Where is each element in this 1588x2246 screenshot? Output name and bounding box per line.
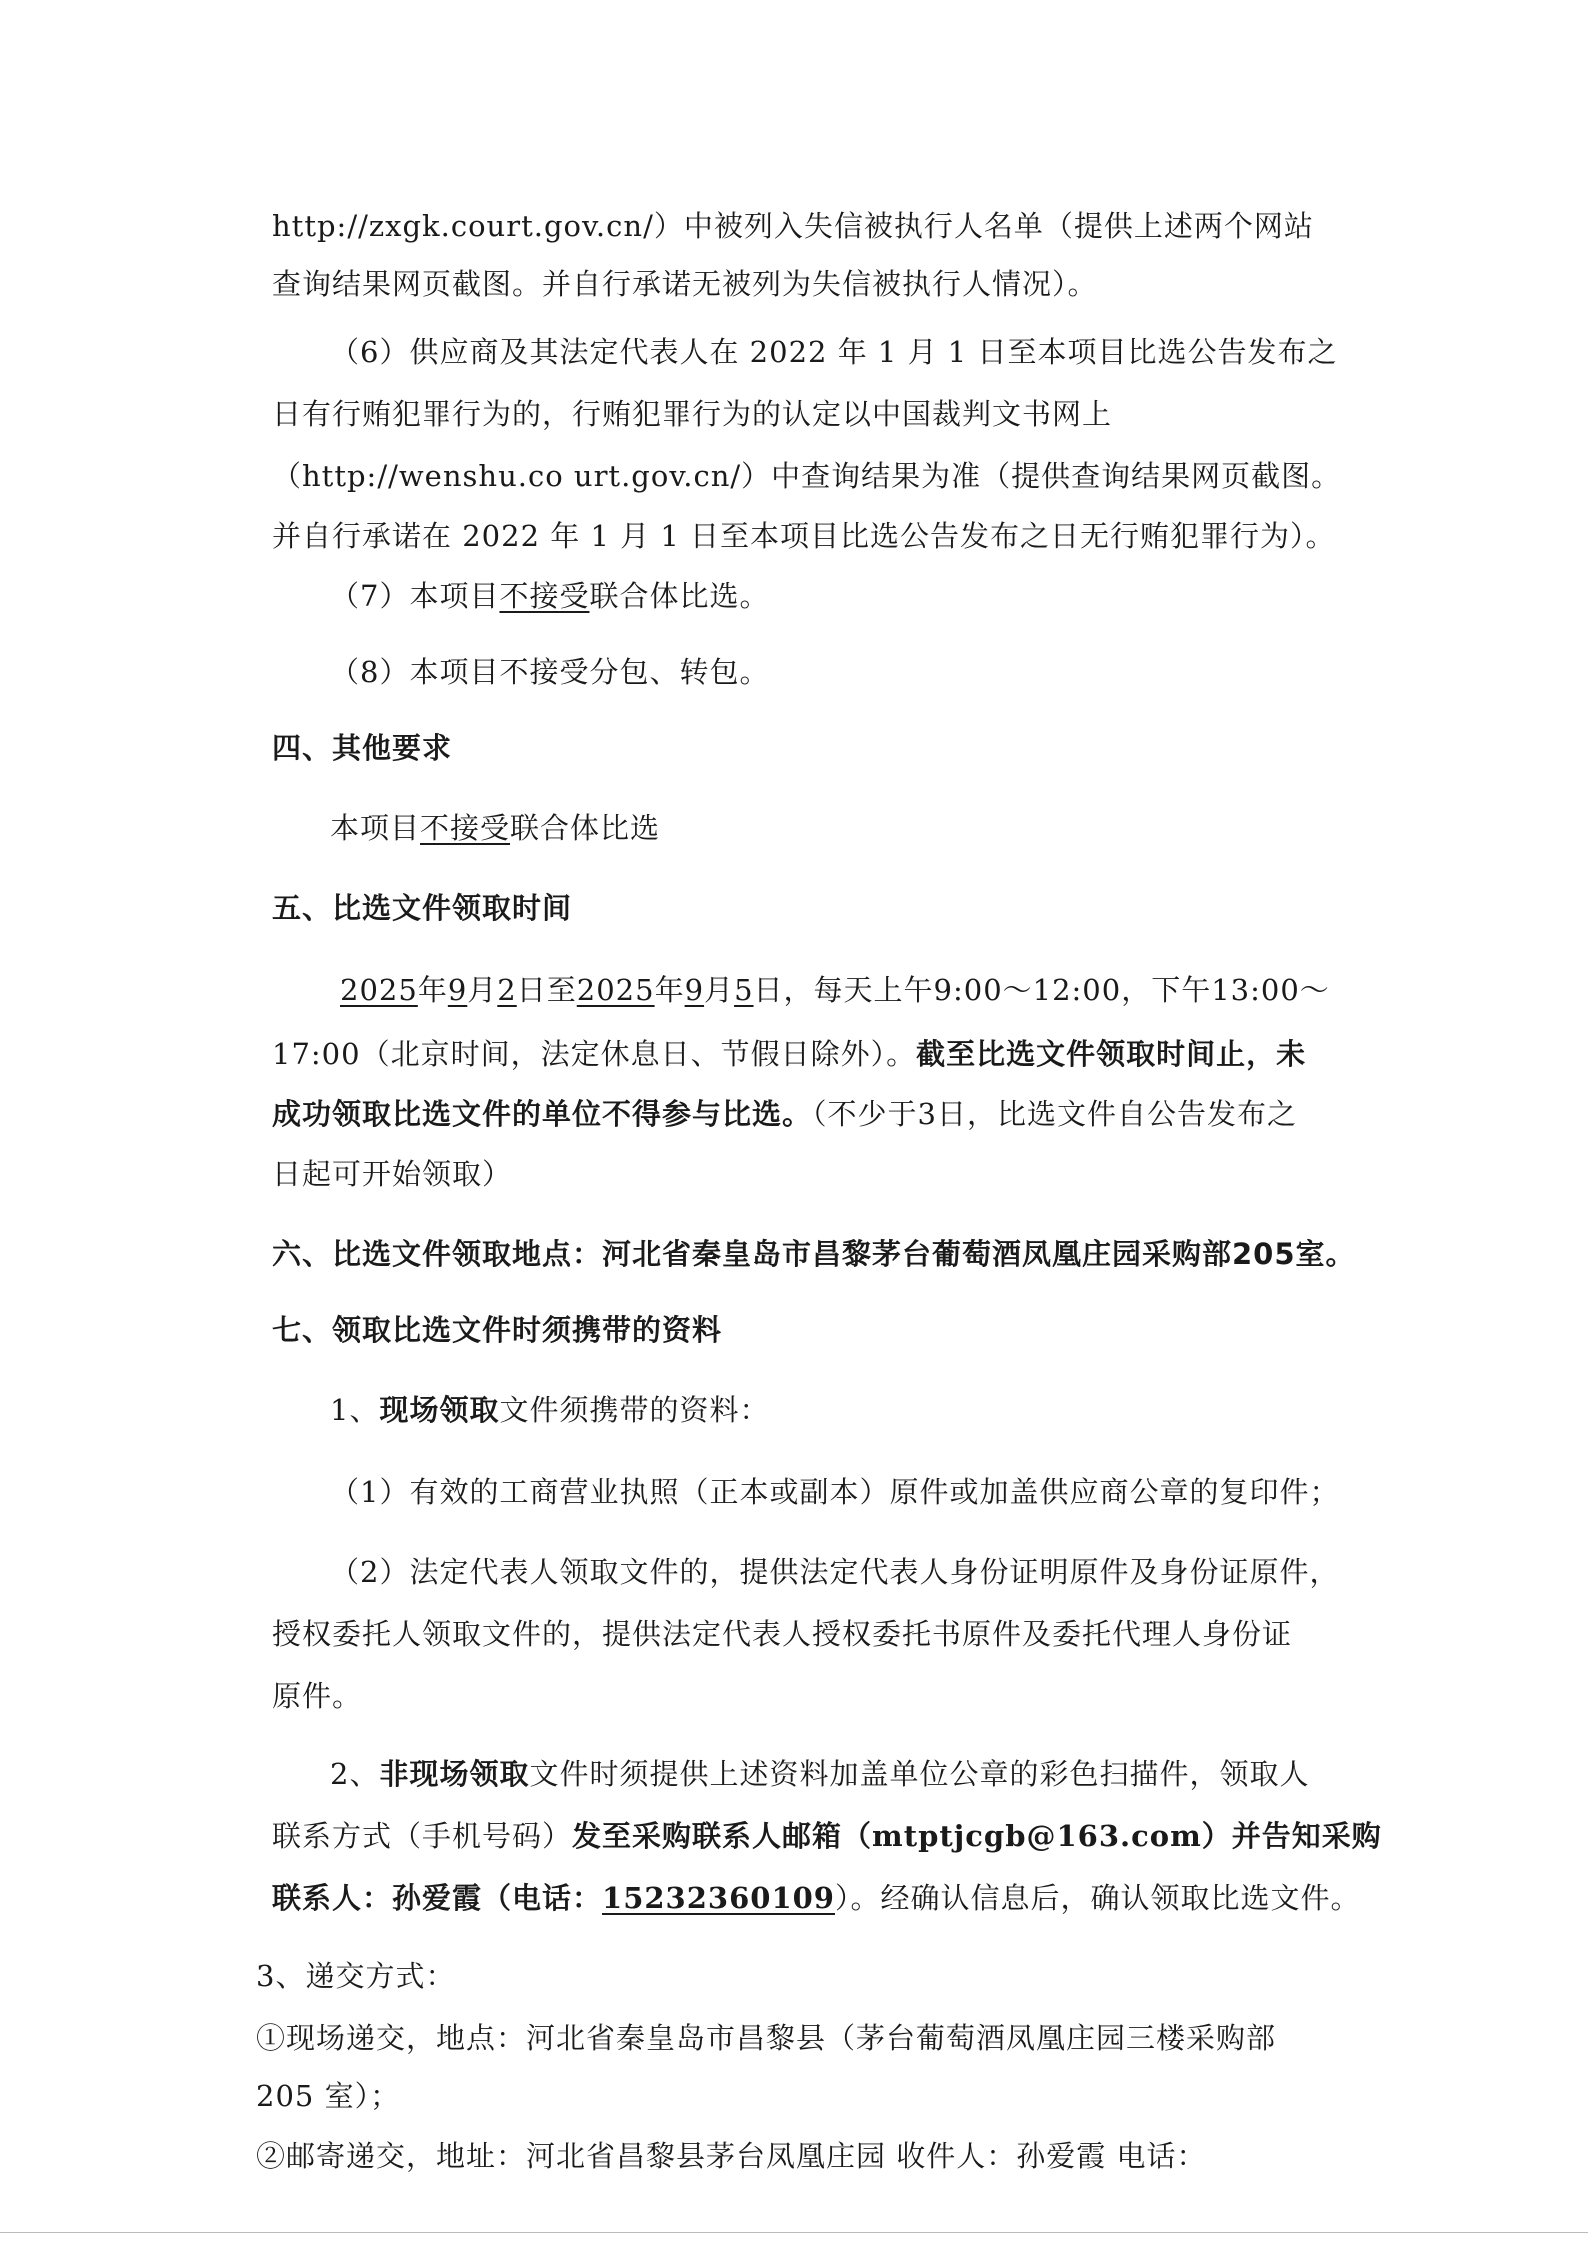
section-7-heading: 七、领取比选文件时须携带的资料 [272, 1313, 723, 1347]
text-span: 文件须携带的资料： [499, 1393, 770, 1427]
bold-text: 成功领取比选文件的单位不得参与比选。 [272, 1097, 813, 1131]
text-span: 联合体比选。 [589, 579, 770, 613]
bold-text: 联系人：孙爱霞（电话： [272, 1881, 603, 1915]
bold-text: 现场领取 [379, 1393, 500, 1427]
date-value: 2025 [576, 973, 655, 1007]
text-span: （7）本项目 [330, 579, 500, 613]
bold-text: 非现场领取 [379, 1757, 530, 1791]
text-span: （不少于3日，比选文件自公告发布之 [812, 1097, 1297, 1131]
section-4-text [330, 808, 660, 848]
item-6-line: 日有行贿犯罪行为的，行贿犯罪行为的认定以中国裁判文书网上 [272, 397, 1113, 431]
section-5-line [340, 970, 1330, 1010]
section-7-item-2 [330, 1754, 1309, 1794]
phone-number: 15232360109 [602, 1881, 835, 1915]
text-span: 年 [654, 973, 685, 1007]
date-value: 5 [734, 973, 754, 1007]
date-value: 2 [497, 973, 517, 1007]
section-7-clause-2: 原件。 [272, 1679, 363, 1713]
text-span: 日至 [516, 973, 577, 1007]
section-5-line: 日起可开始领取） [272, 1157, 513, 1191]
delivery-option-2: ②邮寄递交，地址：河北省昌黎县茅台凤凰庄园 收件人：孙爱霞 电话： [256, 2139, 1207, 2173]
underlined-text: 不接受 [420, 811, 511, 845]
text-span: ）。经确认信息后，确认领取比选文件。 [834, 1881, 1361, 1915]
scan-edge-line [0, 2232, 1588, 2233]
bold-text: 截至比选文件领取时间止，未 [916, 1037, 1307, 1071]
text-line: 查询结果网页截图。并自行承诺无被列为失信被执行人情况）。 [272, 267, 1098, 301]
item-7 [330, 576, 769, 616]
text-span: 联合体比选 [510, 811, 661, 845]
date-value: 9 [684, 973, 705, 1007]
underlined-text: 不接受 [499, 579, 590, 613]
item-6-line: （http://wenshu.co urt.gov.cn/）中查询结果为准（提供查询结果网页截图。 [272, 459, 1342, 493]
item-8: （8）本项目不接受分包、转包。 [330, 655, 770, 689]
item-6-line: 并自行承诺在 2022 年 1 月 1 日至本项目比选公告发布之日无行贿犯罪行为）。 [272, 519, 1336, 553]
section-7-item-1 [330, 1390, 769, 1430]
delivery-option-1: 205 室）； [256, 2079, 401, 2113]
delivery-option-1: ①现场递交，地点：河北省秦皇岛市昌黎县（茅台葡萄酒凤凰庄园三楼采购部 [256, 2021, 1277, 2055]
date-value: 9 [447, 973, 468, 1007]
text-span: 联系方式（手机号码） [272, 1819, 573, 1853]
section-7-clause-2: 授权委托人领取文件的，提供法定代表人授权委托书原件及委托代理人身份证 [272, 1617, 1293, 1651]
item-3-heading: 3、递交方式： [256, 1959, 456, 1993]
text-span: 月 [704, 973, 735, 1007]
section-7-item-2-line [272, 1878, 1361, 1918]
section-7-clause-1: （1）有效的工商营业执照（正本或副本）原件或加盖供应商公章的复印件； [330, 1475, 1340, 1509]
section-7-clause-2: （2）法定代表人领取文件的，提供法定代表人身份证明原件及身份证原件， [330, 1555, 1340, 1589]
text-span: 1、 [330, 1393, 380, 1427]
text-span: 本项目 [330, 811, 421, 845]
section-7-item-2-line [272, 1816, 1382, 1856]
item-6-line: （6）供应商及其法定代表人在 2022 年 1 月 1 日至本项目比选公告发布之 [330, 335, 1338, 369]
section-5-line [272, 1094, 1297, 1134]
bold-text: 发至采购联系人邮箱（mtptjcgb@163.com）并告知采购 [572, 1819, 1382, 1853]
text-span: 年 [417, 973, 448, 1007]
section-6-heading: 六、比选文件领取地点：河北省秦皇岛市昌黎茅台葡萄酒凤凰庄园采购部205室。 [272, 1237, 1356, 1271]
section-4-heading: 四、其他要求 [272, 731, 453, 765]
text-span: 文件时须提供上述资料加盖单位公章的彩色扫描件，领取人 [529, 1757, 1310, 1791]
section-5-line [272, 1034, 1306, 1074]
text-span: 日，每天上午9:00～12:00，下午13:00～ [753, 973, 1330, 1007]
text-span: 2、 [330, 1757, 380, 1791]
date-value: 2025 [340, 973, 418, 1007]
text-span: 月 [467, 973, 498, 1007]
section-5-heading: 五、比选文件领取时间 [272, 891, 573, 925]
text-line: http://zxgk.court.gov.cn/）中被列入失信被执行人名单（提供上述两个网站 [272, 209, 1314, 243]
text-span: 17:00（北京时间，法定休息日、节假日除外）。 [272, 1037, 917, 1071]
